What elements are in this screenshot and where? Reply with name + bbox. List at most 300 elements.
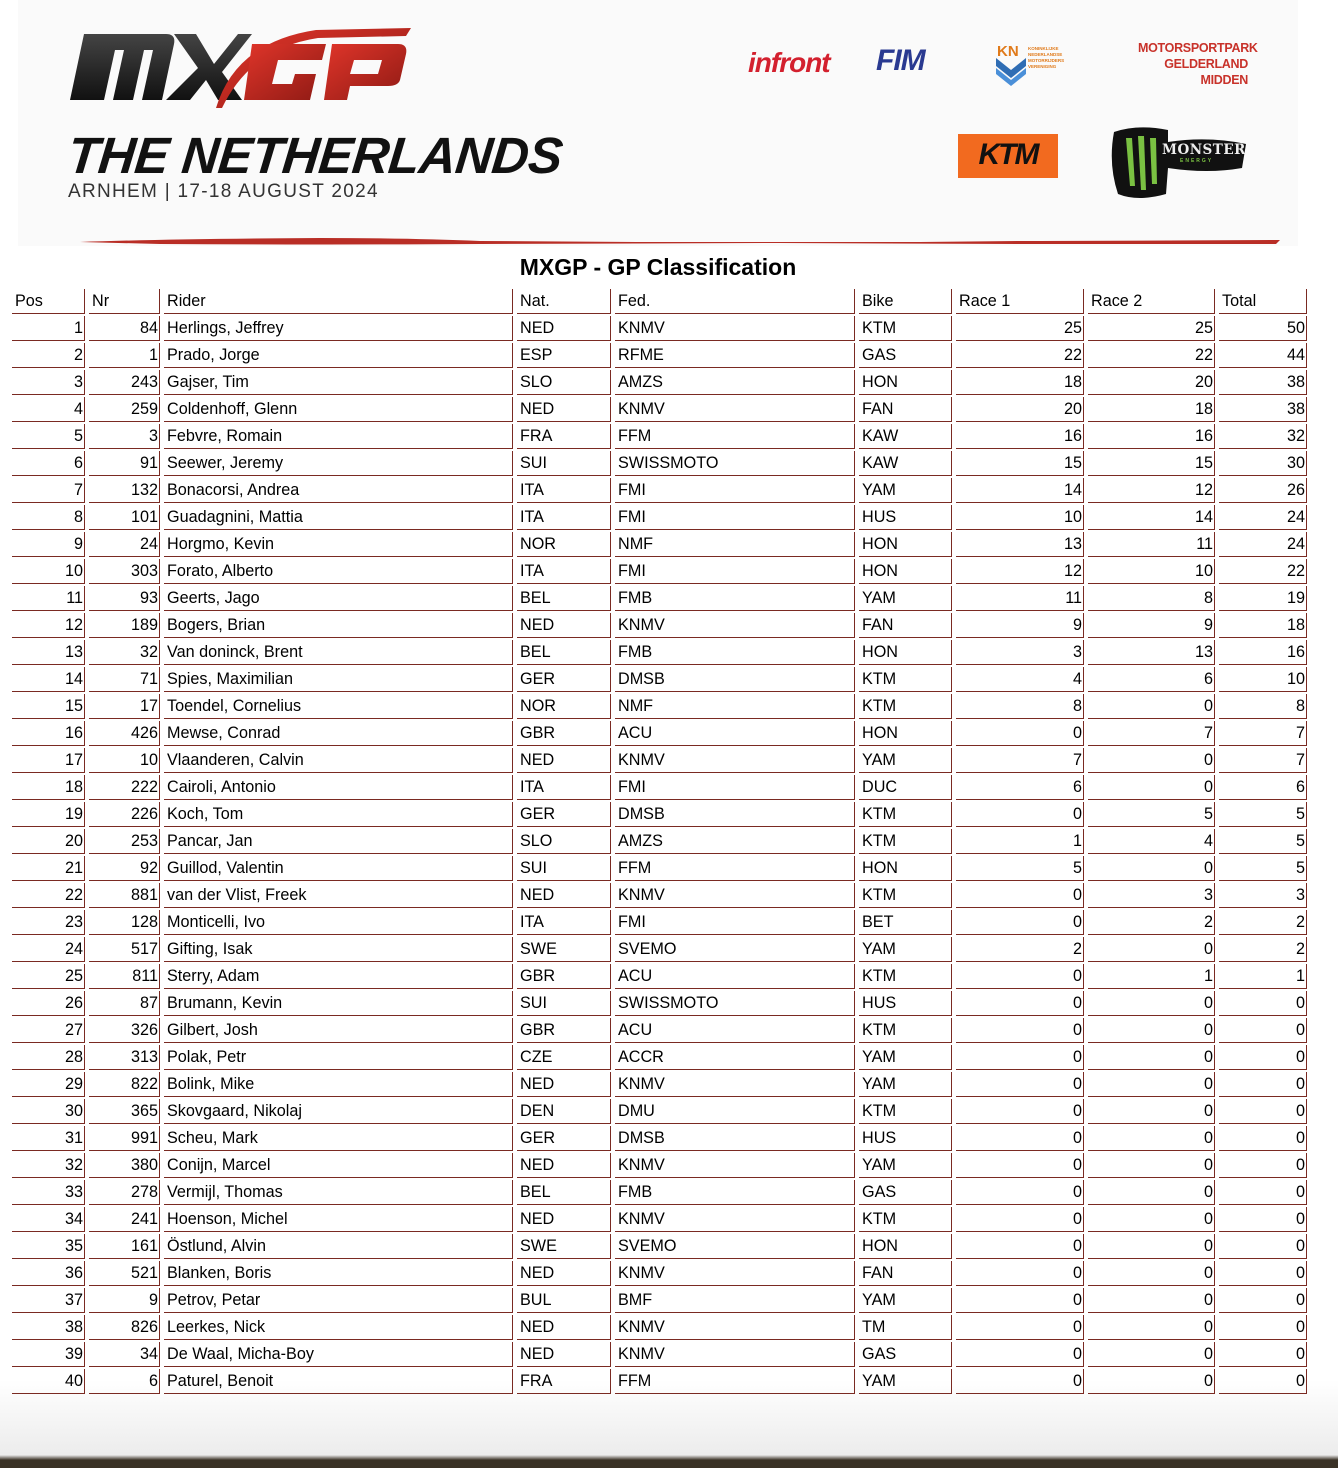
table-row	[12, 1180, 1307, 1205]
race1-cell: 8	[956, 694, 1084, 719]
mxgp-logo	[66, 22, 411, 108]
table-row	[12, 478, 1307, 503]
race2-cell: 0	[1088, 1288, 1215, 1313]
column-header-total: Total	[1219, 289, 1307, 314]
rider-cell: Koch, Tom	[164, 802, 513, 827]
race2-cell: 0	[1088, 1153, 1215, 1178]
bike-cell: GAS	[859, 343, 952, 368]
ktm-wordmark: KTM	[978, 138, 1038, 171]
nr-cell: 3	[89, 424, 160, 449]
nat-cell: FRA	[517, 1369, 611, 1394]
pos-cell: 39	[12, 1342, 85, 1367]
monster-claw-icon	[1108, 124, 1248, 200]
table-row	[12, 343, 1307, 368]
pos-cell: 3	[12, 370, 85, 395]
nr-cell: 517	[89, 937, 160, 962]
rider-cell: Bolink, Mike	[164, 1072, 513, 1097]
fed-cell: ACU	[615, 1018, 855, 1043]
rider-cell: Gajser, Tim	[164, 370, 513, 395]
table-row	[12, 1288, 1307, 1313]
pos-cell: 30	[12, 1099, 85, 1124]
table-row	[12, 1018, 1307, 1043]
race2-cell: 20	[1088, 370, 1215, 395]
total-cell: 18	[1219, 613, 1307, 638]
race2-cell: 1	[1088, 964, 1215, 989]
fed-cell: ACCR	[615, 1045, 855, 1070]
bike-cell: YAM	[859, 937, 952, 962]
total-cell: 0	[1219, 991, 1307, 1016]
nat-cell: NED	[517, 1207, 611, 1232]
race2-cell: 0	[1088, 775, 1215, 800]
total-cell: 0	[1219, 1288, 1307, 1313]
rider-cell: Vermijl, Thomas	[164, 1180, 513, 1205]
table-row	[12, 721, 1307, 746]
rider-cell: Guadagnini, Mattia	[164, 505, 513, 530]
nat-cell: NED	[517, 1153, 611, 1178]
race1-cell: 0	[956, 883, 1084, 908]
race1-cell: 0	[956, 1072, 1084, 1097]
bike-cell: YAM	[859, 586, 952, 611]
race1-cell: 9	[956, 613, 1084, 638]
nat-cell: ITA	[517, 505, 611, 530]
nr-cell: 326	[89, 1018, 160, 1043]
race1-cell: 1	[956, 829, 1084, 854]
race2-cell: 6	[1088, 667, 1215, 692]
race2-cell: 9	[1088, 613, 1215, 638]
motorsportpark-line: MIDDEN	[1200, 73, 1248, 87]
bike-cell: HUS	[859, 991, 952, 1016]
nr-cell: 991	[89, 1126, 160, 1151]
bike-cell: FAN	[859, 397, 952, 422]
rider-cell: Spies, Maximilian	[164, 667, 513, 692]
table-row	[12, 1369, 1307, 1394]
nat-cell: GER	[517, 802, 611, 827]
nr-cell: 71	[89, 667, 160, 692]
rider-cell: Blanken, Boris	[164, 1261, 513, 1286]
race1-cell: 0	[956, 1342, 1084, 1367]
table-row	[12, 559, 1307, 584]
race1-cell: 0	[956, 802, 1084, 827]
race1-cell: 11	[956, 586, 1084, 611]
fed-cell: KNMV	[615, 613, 855, 638]
pos-cell: 10	[12, 559, 85, 584]
monster-energy-text: ENERGY	[1180, 158, 1214, 164]
rider-cell: Leerkes, Nick	[164, 1315, 513, 1340]
pos-cell: 2	[12, 343, 85, 368]
nat-cell: NED	[517, 397, 611, 422]
ktm-logo	[958, 134, 1058, 178]
pos-cell: 21	[12, 856, 85, 881]
rider-cell: Van doninck, Brent	[164, 640, 513, 665]
bike-cell: KTM	[859, 316, 952, 341]
nat-cell: ITA	[517, 559, 611, 584]
race2-cell: 12	[1088, 478, 1215, 503]
race2-cell: 5	[1088, 802, 1215, 827]
bike-cell: YAM	[859, 478, 952, 503]
nr-cell: 313	[89, 1045, 160, 1070]
nat-cell: SUI	[517, 856, 611, 881]
bike-cell: KTM	[859, 964, 952, 989]
race1-cell: 0	[956, 1234, 1084, 1259]
nat-cell: ESP	[517, 343, 611, 368]
pos-cell: 24	[12, 937, 85, 962]
race1-cell: 0	[956, 1261, 1084, 1286]
nr-cell: 259	[89, 397, 160, 422]
nat-cell: NOR	[517, 532, 611, 557]
nat-cell: NOR	[517, 694, 611, 719]
rider-cell: Sterry, Adam	[164, 964, 513, 989]
rider-cell: Skovgaard, Nikolaj	[164, 1099, 513, 1124]
total-cell: 0	[1219, 1234, 1307, 1259]
race1-cell: 0	[956, 910, 1084, 935]
table-row	[12, 829, 1307, 854]
total-cell: 0	[1219, 1180, 1307, 1205]
race1-cell: 4	[956, 667, 1084, 692]
table-row	[12, 1126, 1307, 1151]
table-row	[12, 748, 1307, 773]
pos-cell: 31	[12, 1126, 85, 1151]
fed-cell: FFM	[615, 856, 855, 881]
table-row	[12, 316, 1307, 341]
rider-cell: Toendel, Cornelius	[164, 694, 513, 719]
fed-cell: FMI	[615, 505, 855, 530]
table-header-row	[12, 289, 1307, 314]
total-cell: 44	[1219, 343, 1307, 368]
column-header-race1: Race 1	[956, 289, 1084, 314]
nat-cell: NED	[517, 748, 611, 773]
motorsportpark-line: MOTORSPORTPARK	[1138, 41, 1258, 55]
race2-cell: 0	[1088, 991, 1215, 1016]
pos-cell: 26	[12, 991, 85, 1016]
fed-cell: KNMV	[615, 1315, 855, 1340]
nr-cell: 92	[89, 856, 160, 881]
pos-cell: 17	[12, 748, 85, 773]
classification-table	[8, 287, 1311, 1396]
fed-cell: FFM	[615, 1369, 855, 1394]
rider-cell: Petrov, Petar	[164, 1288, 513, 1313]
nr-cell: 10	[89, 748, 160, 773]
pos-cell: 34	[12, 1207, 85, 1232]
nr-cell: 243	[89, 370, 160, 395]
fed-cell: FMB	[615, 1180, 855, 1205]
motorsportpark-logo	[1138, 40, 1258, 88]
table-row	[12, 1315, 1307, 1340]
table-row	[12, 694, 1307, 719]
race1-cell: 0	[956, 1315, 1084, 1340]
race2-cell: 0	[1088, 1207, 1215, 1232]
rider-cell: Gifting, Isak	[164, 937, 513, 962]
race1-cell: 3	[956, 640, 1084, 665]
race2-cell: 13	[1088, 640, 1215, 665]
fed-cell: DMSB	[615, 802, 855, 827]
fed-cell: KNMV	[615, 316, 855, 341]
table-row	[12, 505, 1307, 530]
race2-cell: 11	[1088, 532, 1215, 557]
bike-cell: KTM	[859, 1018, 952, 1043]
bike-cell: KTM	[859, 667, 952, 692]
race1-cell: 0	[956, 1369, 1084, 1394]
race1-cell: 0	[956, 1288, 1084, 1313]
fed-cell: SWISSMOTO	[615, 991, 855, 1016]
fed-cell: RFME	[615, 343, 855, 368]
total-cell: 38	[1219, 397, 1307, 422]
pos-cell: 15	[12, 694, 85, 719]
bike-cell: GAS	[859, 1342, 952, 1367]
race2-cell: 16	[1088, 424, 1215, 449]
table-row	[12, 640, 1307, 665]
pos-cell: 35	[12, 1234, 85, 1259]
pos-cell: 19	[12, 802, 85, 827]
race2-cell: 0	[1088, 694, 1215, 719]
race2-cell: 0	[1088, 1018, 1215, 1043]
race2-cell: 8	[1088, 586, 1215, 611]
race1-cell: 7	[956, 748, 1084, 773]
table-row	[12, 1045, 1307, 1070]
bike-cell: KTM	[859, 829, 952, 854]
fed-cell: FMI	[615, 910, 855, 935]
pos-cell: 36	[12, 1261, 85, 1286]
nr-cell: 222	[89, 775, 160, 800]
pos-cell: 16	[12, 721, 85, 746]
fed-cell: KNMV	[615, 1072, 855, 1097]
pos-cell: 8	[12, 505, 85, 530]
bike-cell: TM	[859, 1315, 952, 1340]
nat-cell: NED	[517, 1342, 611, 1367]
nat-cell: SLO	[517, 829, 611, 854]
race1-cell: 2	[956, 937, 1084, 962]
nr-cell: 84	[89, 316, 160, 341]
fed-cell: FMI	[615, 559, 855, 584]
bike-cell: YAM	[859, 1153, 952, 1178]
nr-cell: 241	[89, 1207, 160, 1232]
table-row	[12, 910, 1307, 935]
rider-cell: Monticelli, Ivo	[164, 910, 513, 935]
fed-cell: ACU	[615, 964, 855, 989]
race1-cell: 15	[956, 451, 1084, 476]
nat-cell: FRA	[517, 424, 611, 449]
race1-cell: 0	[956, 1153, 1084, 1178]
rider-cell: Forato, Alberto	[164, 559, 513, 584]
race2-cell: 0	[1088, 1315, 1215, 1340]
nat-cell: BUL	[517, 1288, 611, 1313]
pos-cell: 22	[12, 883, 85, 908]
knmv-shield-icon	[996, 42, 1026, 86]
fed-cell: KNMV	[615, 748, 855, 773]
fed-cell: DMU	[615, 1099, 855, 1124]
monster-wordmark: MONSTER	[1162, 142, 1246, 158]
rider-cell: Seewer, Jeremy	[164, 451, 513, 476]
total-cell: 1	[1219, 964, 1307, 989]
nr-cell: 811	[89, 964, 160, 989]
bike-cell: HON	[859, 1234, 952, 1259]
nr-cell: 278	[89, 1180, 160, 1205]
race2-cell: 0	[1088, 856, 1215, 881]
bike-cell: KTM	[859, 883, 952, 908]
table-row	[12, 775, 1307, 800]
bike-cell: HON	[859, 370, 952, 395]
race1-cell: 0	[956, 1180, 1084, 1205]
nr-cell: 365	[89, 1099, 160, 1124]
nr-cell: 132	[89, 478, 160, 503]
pos-cell: 5	[12, 424, 85, 449]
nat-cell: BEL	[517, 586, 611, 611]
nr-cell: 9	[89, 1288, 160, 1313]
bike-cell: BET	[859, 910, 952, 935]
nr-cell: 91	[89, 451, 160, 476]
rider-cell: Polak, Petr	[164, 1045, 513, 1070]
race2-cell: 10	[1088, 559, 1215, 584]
nat-cell: NED	[517, 1315, 611, 1340]
fed-cell: KNMV	[615, 397, 855, 422]
total-cell: 2	[1219, 937, 1307, 962]
total-cell: 24	[1219, 532, 1307, 557]
fed-cell: FMB	[615, 586, 855, 611]
rider-cell: Coldenhoff, Glenn	[164, 397, 513, 422]
column-header-fed: Fed.	[615, 289, 855, 314]
total-cell: 0	[1219, 1126, 1307, 1151]
nat-cell: ITA	[517, 910, 611, 935]
rider-cell: van der Vlist, Freek	[164, 883, 513, 908]
event-subtitle: ARNHEM | 17-18 AUGUST 2024	[68, 181, 379, 202]
race1-cell: 25	[956, 316, 1084, 341]
rider-cell: Brumann, Kevin	[164, 991, 513, 1016]
bike-cell: YAM	[859, 748, 952, 773]
bike-cell: HON	[859, 640, 952, 665]
table-row	[12, 991, 1307, 1016]
nr-cell: 128	[89, 910, 160, 935]
rider-cell: Horgmo, Kevin	[164, 532, 513, 557]
total-cell: 7	[1219, 748, 1307, 773]
nat-cell: GER	[517, 667, 611, 692]
bike-cell: HON	[859, 856, 952, 881]
race1-cell: 0	[956, 1207, 1084, 1232]
fed-cell: ACU	[615, 721, 855, 746]
pos-cell: 27	[12, 1018, 85, 1043]
table-row	[12, 424, 1307, 449]
total-cell: 5	[1219, 802, 1307, 827]
rider-cell: Hoenson, Michel	[164, 1207, 513, 1232]
nr-cell: 101	[89, 505, 160, 530]
nat-cell: NED	[517, 1072, 611, 1097]
total-cell: 0	[1219, 1045, 1307, 1070]
rider-cell: Febvre, Romain	[164, 424, 513, 449]
event-banner	[18, 0, 1298, 246]
nr-cell: 253	[89, 829, 160, 854]
race1-cell: 20	[956, 397, 1084, 422]
nat-cell: GER	[517, 1126, 611, 1151]
nr-cell: 189	[89, 613, 160, 638]
bike-cell: KTM	[859, 1207, 952, 1232]
total-cell: 16	[1219, 640, 1307, 665]
fed-cell: KNMV	[615, 1342, 855, 1367]
nr-cell: 303	[89, 559, 160, 584]
race2-cell: 0	[1088, 1261, 1215, 1286]
pos-cell: 25	[12, 964, 85, 989]
table-row	[12, 937, 1307, 962]
race2-cell: 0	[1088, 748, 1215, 773]
race1-cell: 0	[956, 1018, 1084, 1043]
pos-cell: 40	[12, 1369, 85, 1394]
nr-cell: 32	[89, 640, 160, 665]
rider-cell: Geerts, Jago	[164, 586, 513, 611]
total-cell: 0	[1219, 1342, 1307, 1367]
fed-cell: NMF	[615, 694, 855, 719]
bike-cell: YAM	[859, 1072, 952, 1097]
table-row	[12, 964, 1307, 989]
bike-cell: HON	[859, 532, 952, 557]
rider-cell: Bogers, Brian	[164, 613, 513, 638]
race2-cell: 0	[1088, 1045, 1215, 1070]
total-cell: 0	[1219, 1207, 1307, 1232]
rider-cell: Paturel, Benoit	[164, 1369, 513, 1394]
total-cell: 0	[1219, 1153, 1307, 1178]
table-row	[12, 856, 1307, 881]
nat-cell: SLO	[517, 370, 611, 395]
monster-energy-logo	[1108, 124, 1248, 200]
pos-cell: 6	[12, 451, 85, 476]
column-header-nat: Nat.	[517, 289, 611, 314]
fed-cell: FMI	[615, 478, 855, 503]
rider-cell: Östlund, Alvin	[164, 1234, 513, 1259]
race1-cell: 0	[956, 1099, 1084, 1124]
fed-cell: BMF	[615, 1288, 855, 1313]
race1-cell: 0	[956, 964, 1084, 989]
race1-cell: 0	[956, 721, 1084, 746]
total-cell: 0	[1219, 1072, 1307, 1097]
rider-cell: Guillod, Valentin	[164, 856, 513, 881]
pos-cell: 1	[12, 316, 85, 341]
race1-cell: 13	[956, 532, 1084, 557]
nat-cell: NED	[517, 316, 611, 341]
nr-cell: 380	[89, 1153, 160, 1178]
nr-cell: 1	[89, 343, 160, 368]
race1-cell: 10	[956, 505, 1084, 530]
nr-cell: 226	[89, 802, 160, 827]
race1-cell: 0	[956, 1126, 1084, 1151]
pos-cell: 9	[12, 532, 85, 557]
bike-cell: GAS	[859, 1180, 952, 1205]
pos-cell: 13	[12, 640, 85, 665]
table-row	[12, 1099, 1307, 1124]
nr-cell: 822	[89, 1072, 160, 1097]
total-cell: 50	[1219, 316, 1307, 341]
race2-cell: 15	[1088, 451, 1215, 476]
fed-cell: KNMV	[615, 883, 855, 908]
race2-cell: 2	[1088, 910, 1215, 935]
race1-cell: 5	[956, 856, 1084, 881]
rider-cell: De Waal, Micha-Boy	[164, 1342, 513, 1367]
bike-cell: FAN	[859, 613, 952, 638]
rider-cell: Mewse, Conrad	[164, 721, 513, 746]
table-row	[12, 883, 1307, 908]
column-header-bike: Bike	[859, 289, 952, 314]
nr-cell: 521	[89, 1261, 160, 1286]
race2-cell: 0	[1088, 1126, 1215, 1151]
nr-cell: 161	[89, 1234, 160, 1259]
nat-cell: NED	[517, 883, 611, 908]
bike-cell: HON	[859, 559, 952, 584]
total-cell: 7	[1219, 721, 1307, 746]
bike-cell: YAM	[859, 1045, 952, 1070]
nr-cell: 93	[89, 586, 160, 611]
bike-cell: DUC	[859, 775, 952, 800]
pos-cell: 18	[12, 775, 85, 800]
fed-cell: KNMV	[615, 1261, 855, 1286]
nr-cell: 87	[89, 991, 160, 1016]
column-header-race2: Race 2	[1088, 289, 1215, 314]
fed-cell: AMZS	[615, 370, 855, 395]
table-row	[12, 397, 1307, 422]
